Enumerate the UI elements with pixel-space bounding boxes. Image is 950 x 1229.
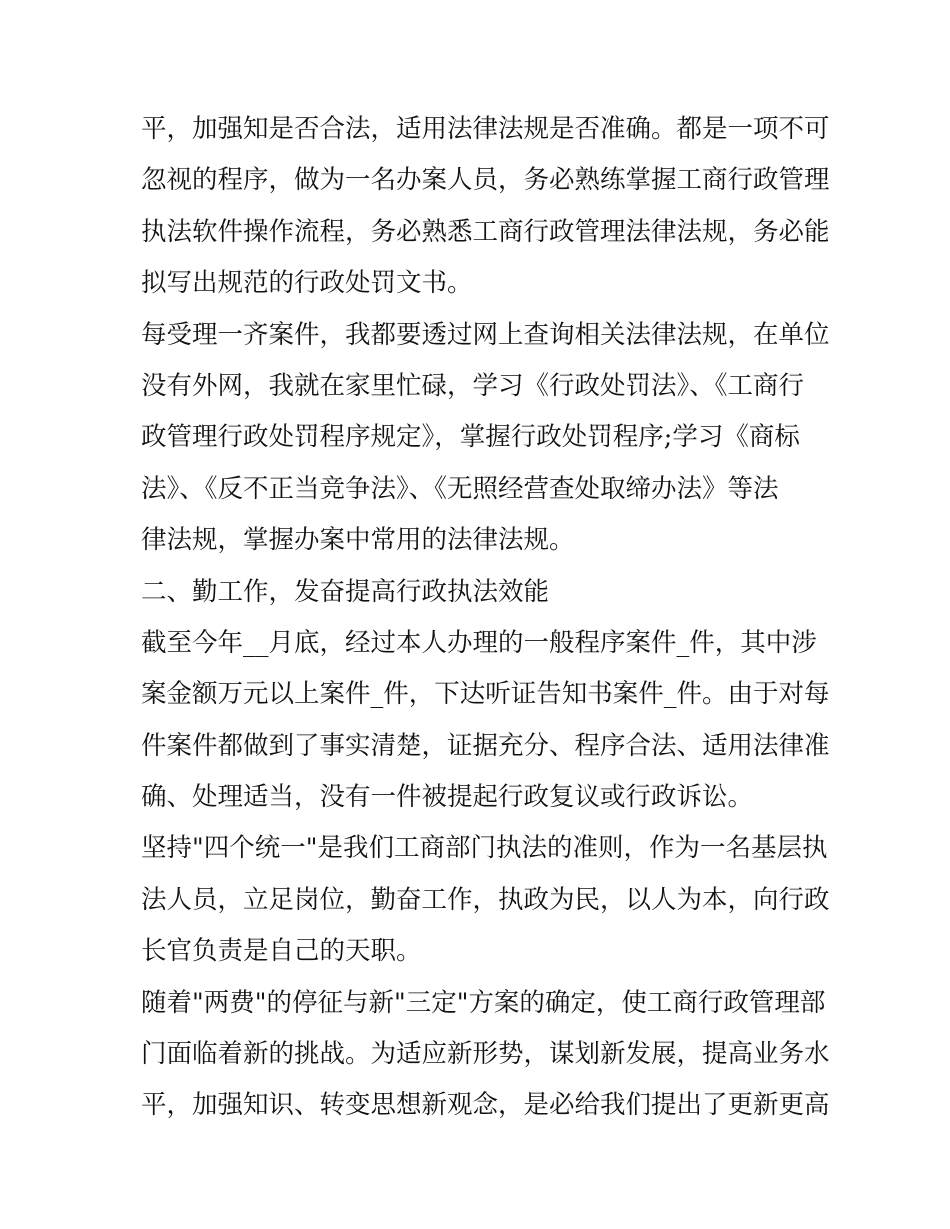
text-line: 法人员，立足岗位，勤奋工作，执政为民，以人为本，向行政 bbox=[141, 884, 830, 915]
section-heading: 二、勤工作，发奋提高行政执法效能 bbox=[141, 576, 550, 607]
text-line: 忽视的程序，做为一名办案人员，务必熟练掌握工商行政管理 bbox=[141, 165, 830, 196]
text-line: 执法软件操作流程，务必熟悉工商行政管理法律法规，务必能 bbox=[141, 216, 830, 247]
text-line: 平，加强知是否合法，适用法律法规是否准确。都是一项不可 bbox=[141, 114, 830, 144]
text-line: 法》、《反不正当竞争法》、《无照经营查处取缔办法》等法 bbox=[141, 473, 779, 504]
text-line: 每受理一齐案件，我都要透过网上查询相关法律法规，在单位 bbox=[141, 319, 830, 350]
text-line: 门面临着新的挑战。为适应新形势，谋划新发展，提高业务水 bbox=[141, 1039, 830, 1070]
text-line: 坚持"四个统一"是我们工商部门执法的准则，作为一名基层执 bbox=[141, 833, 828, 864]
text-line: 随着"两费"的停征与新"三定"方案的确定，使工商行政管理部 bbox=[141, 987, 826, 1018]
text-line: 件案件都做到了事实清楚，证据充分、程序合法、适用法律准 bbox=[141, 730, 830, 761]
text-line: 律法规，掌握办案中常用的法律法规。 bbox=[141, 525, 575, 556]
text-line: 拟写出规范的行政处罚文书。 bbox=[141, 268, 473, 299]
text-line: 没有外网，我就在家里忙碌，学习《行政处罚法》、《工商行 bbox=[141, 370, 805, 401]
text-line: 政管理行政处罚程序规定》，掌握行政处罚程序;学习《商标 bbox=[141, 422, 800, 453]
text-line: 平，加强知识、转变思想新观念，是必给我们提出了更新更高 bbox=[141, 1090, 830, 1121]
text-line: 长官负责是自己的天职。 bbox=[141, 936, 422, 967]
text-line: 案金额万元以上案件_件，下达听证告知书案件_件。由于对每 bbox=[141, 679, 830, 710]
text-line: 截至今年__月底，经过本人办理的一般程序案件_件，其中涉 bbox=[141, 627, 817, 658]
document-body bbox=[141, 104, 830, 1132]
text-line: 确、处理适当，没有一件被提起行政复议或行政诉讼。 bbox=[141, 782, 754, 813]
